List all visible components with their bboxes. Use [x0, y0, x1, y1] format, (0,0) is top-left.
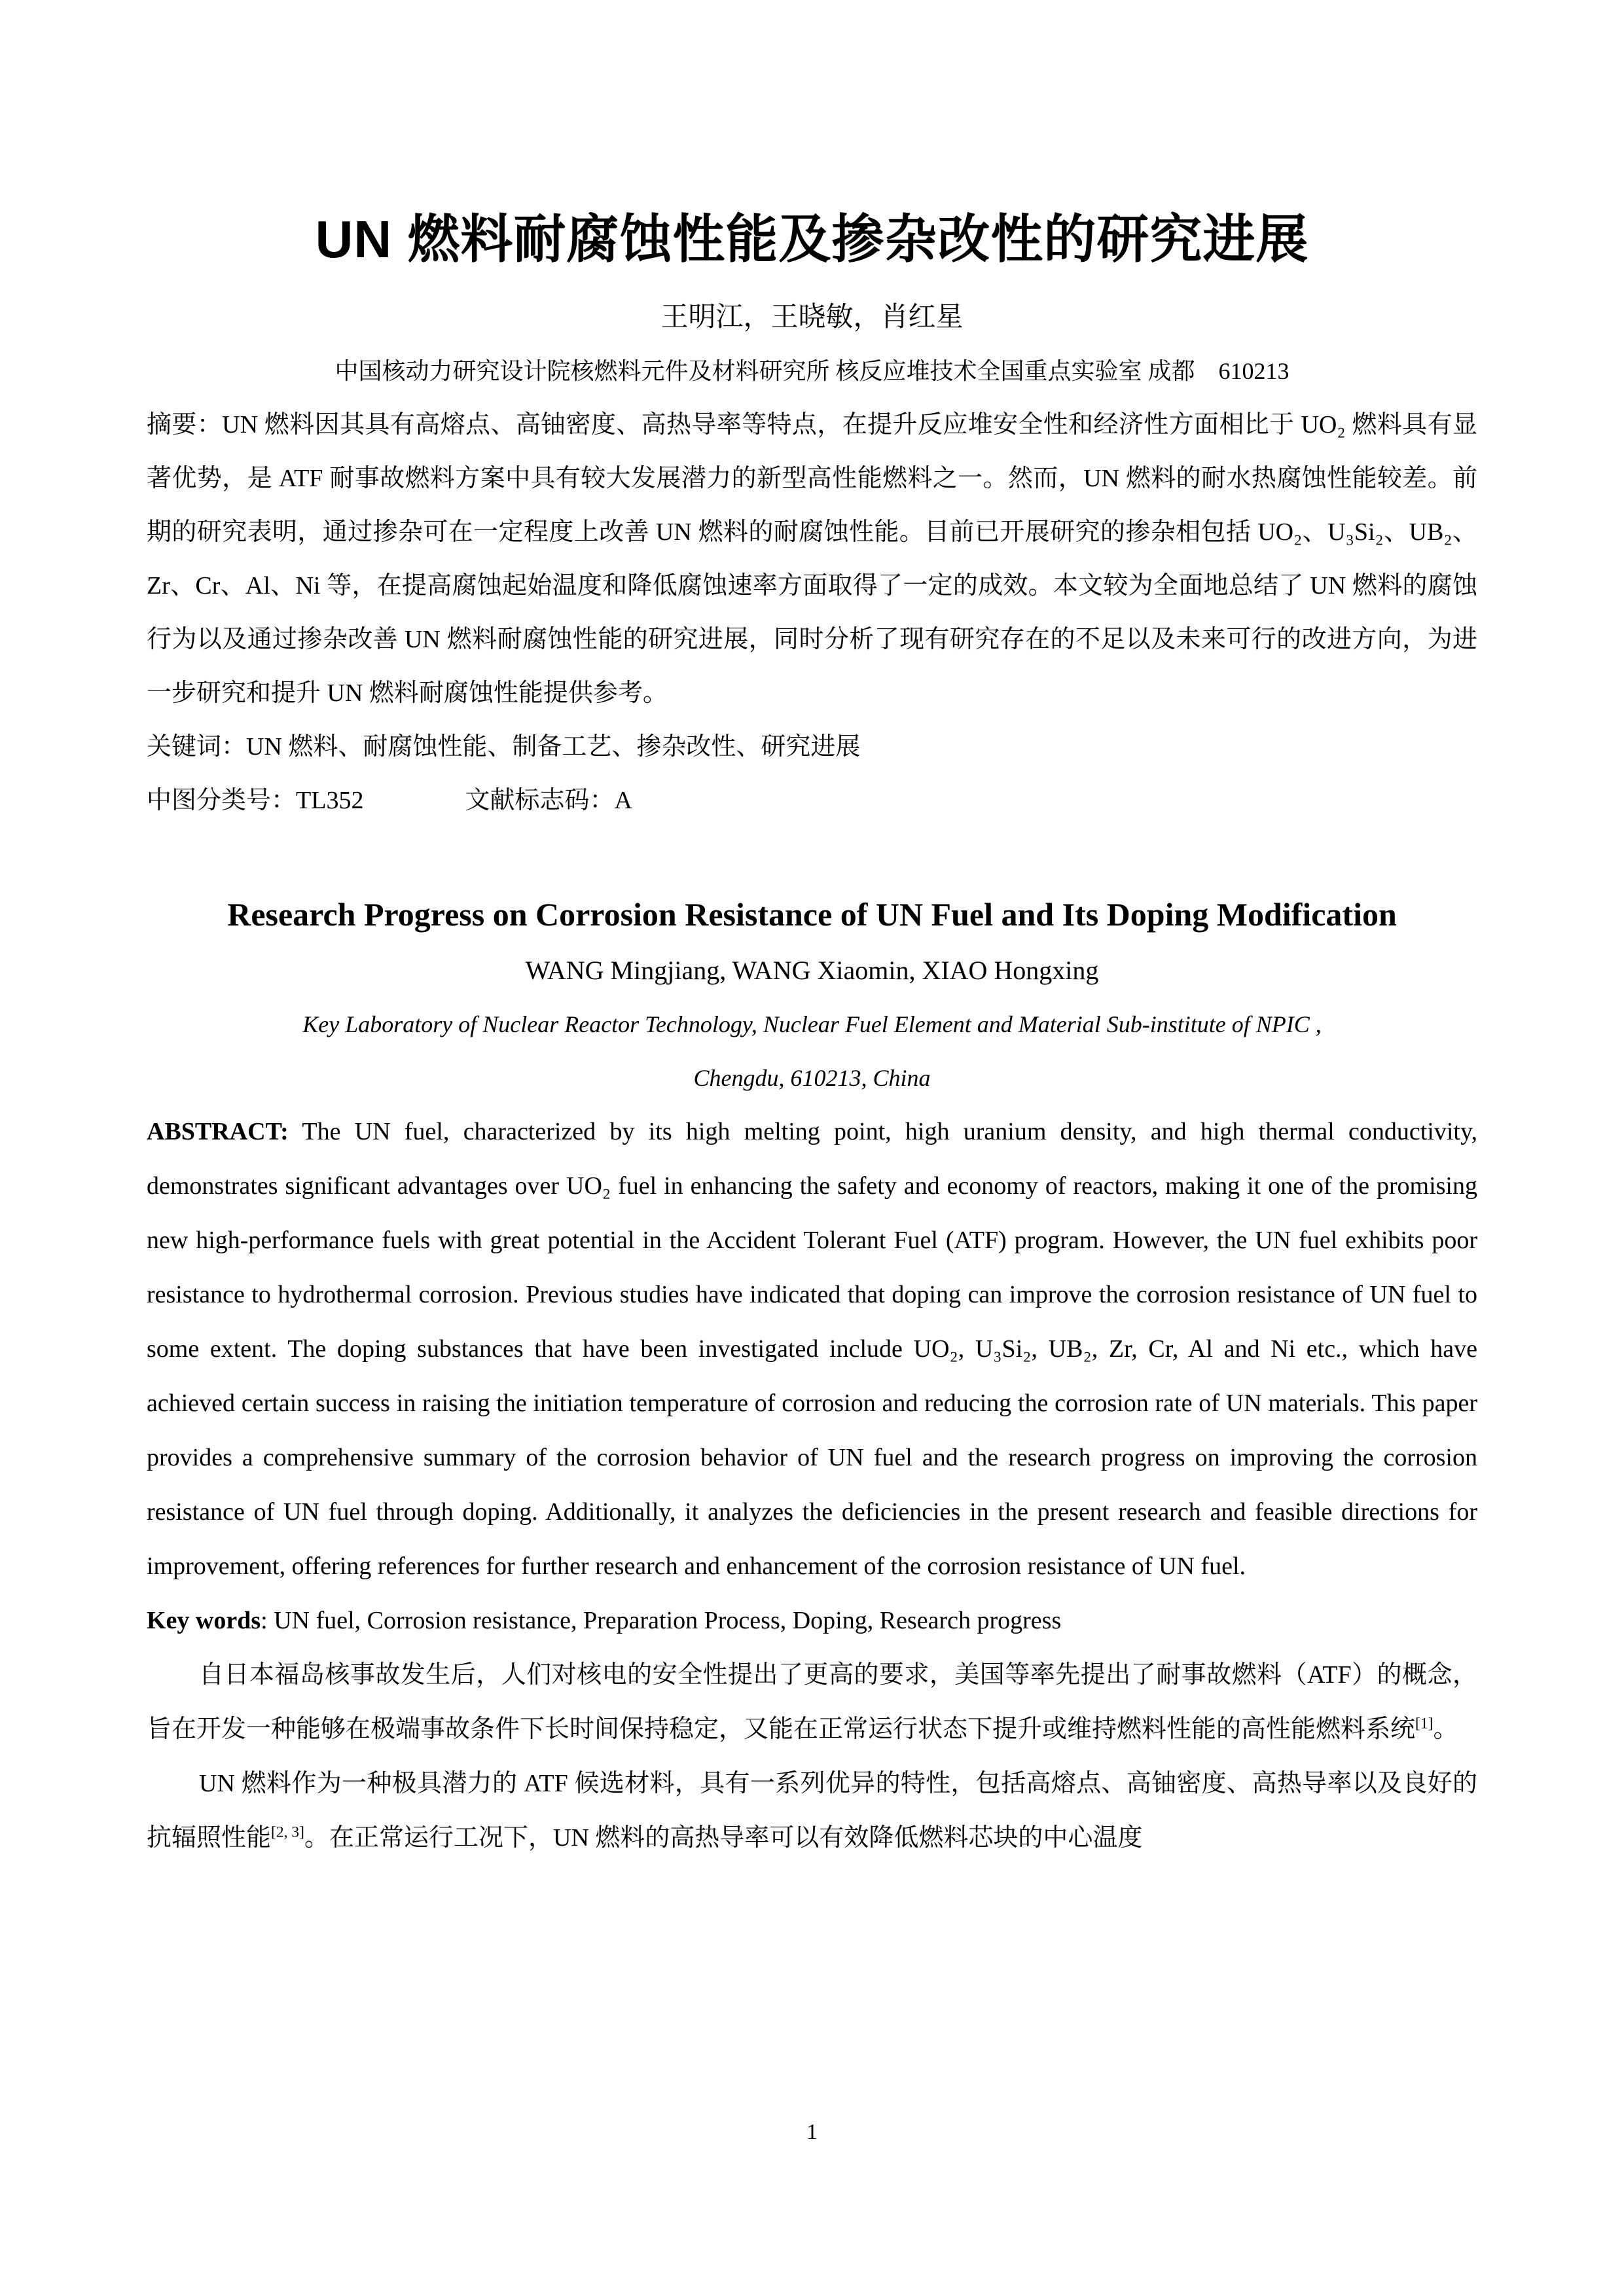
- affiliation-en-line2: Chengdu, 610213, China: [693, 1065, 931, 1091]
- abstract-text-en: The UN fuel, characterized by its high melting point, high uranium density, and high thermal conductivity, demonstrates significant advantages over UO₂ fuel in enhancing the safety and economy of reactors, making it one of the promising new high-performance fuels with great potential in the Accident Tolerant Fuel (ATF) program. However, the UN fuel exhibits poor resistance to hydrothermal corrosion. Previous studies have indicated that doping can improve the corrosion resistance of UN fuel to some extent. The doping substances that have been investigated include UO₂, U₃Si₂, UB₂, Zr, Cr, Al and Ni etc., which have achieved certain success in raising the initiation temperature of corrosion and reducing the corrosion rate of UN materials. This paper provides a comprehensive summary of the corrosion behavior of UN fuel and the research progress on improving the corrosion resistance of UN fuel through doping. Additionally, it analyzes the deficiencies in the present research and feasible directions for improvement, offering references for further research and enhancement of the corrosion resistance of UN fuel.: [147, 1118, 1477, 1580]
- clc-value: TL352: [296, 787, 364, 814]
- keywords-line-zh: [147, 720, 1477, 774]
- abstract-en: [147, 1105, 1477, 1594]
- clc-line: [147, 774, 1477, 827]
- keywords-label-zh: 关键词：: [147, 733, 247, 761]
- body-paragraph-1: 自日本福岛核事故发生后，人们对核电的安全性提出了更高的要求，美国等率先提出了耐事故燃料（ATF）的概念，旨在开发一种能够在极端事故条件下长时间保持稳定，又能在正常运行状态下提升或维持燃料性能的高性能燃料系统[1]。: [147, 1661, 1477, 1743]
- keywords-text-zh: UN 燃料、耐腐蚀性能、制备工艺、掺杂改性、研究进展: [246, 733, 861, 761]
- paper-title-zh: UN 燃料耐腐蚀性能及掺杂改性的研究进展: [315, 210, 1309, 268]
- page-number: 1: [806, 2120, 818, 2144]
- abstract-zh: [147, 398, 1477, 720]
- authors-zh: 王明江，王晓敏，肖红星: [660, 302, 964, 332]
- abstract-label-zh: 摘要：: [147, 411, 223, 439]
- keywords-label-en: Key words: [147, 1607, 261, 1634]
- abstract-text-zh: UN 燃料因其具有高熔点、高铀密度、高热导率等特点，在提升反应堆安全性和经济性方面相比于 UO₂ 燃料具有显著优势，是 ATF 耐事故燃料方案中具有较大发展潜力的新型高性能燃料之一。然而，UN 燃料的耐水热腐蚀性能较差。前期的研究表明，通过掺杂可在一定程度上改善 UN 燃料的耐腐蚀性能。目前已开展研究的掺杂相包括 UO₂、U₃Si₂、UB₂、Zr、Cr、Al、Ni 等，在提高腐蚀起始温度和降低腐蚀速率方面取得了一定的成效。本文较为全面地总结了 UN 燃料的腐蚀行为以及通过掺杂改善 UN 燃料耐腐蚀性能的研究进展，同时分析了现有研究存在的不足以及未来可行的改进方向，为进一步研究和提升 UN 燃料耐腐蚀性能提供参考。: [147, 411, 1477, 707]
- affiliation-zh: 中国核动力研究设计院核燃料元件及材料研究所 核反应堆技术全国重点实验室 成都 610213: [334, 358, 1290, 384]
- doc-code-label: 文献标志码：: [465, 787, 615, 814]
- affiliation-en-line1: Key Laboratory of Nuclear Reactor Technology, Nuclear Fuel Element and Material Sub-institute of NPIC ,: [302, 1011, 1322, 1037]
- doc-code: [465, 787, 632, 814]
- clc-number: [147, 787, 363, 814]
- keywords-line-en: [147, 1594, 1477, 1648]
- doc-code-value: A: [614, 787, 632, 814]
- body-paragraph-2: UN 燃料作为一种极具潜力的 ATF 候选材料，具有一系列优异的特性，包括高熔点、高铀密度、高热导率以及良好的抗辐照性能[2, 3]。在正常运行工况下，UN 燃料的高热导率可以有效降低燃料芯块的中心温度: [147, 1770, 1477, 1852]
- abstract-label-en: ABSTRACT:: [147, 1118, 289, 1145]
- clc-label: 中图分类号：: [147, 787, 297, 814]
- paper-title-en: Research Progress on Corrosion Resistance of UN Fuel and Its Doping Modification: [227, 896, 1397, 933]
- keywords-text-en: : UN fuel, Corrosion resistance, Preparation Process, Doping, Research progress: [261, 1607, 1062, 1634]
- authors-en: WANG Mingjiang, WANG Xiaomin, XIAO Hongxing: [525, 956, 1099, 985]
